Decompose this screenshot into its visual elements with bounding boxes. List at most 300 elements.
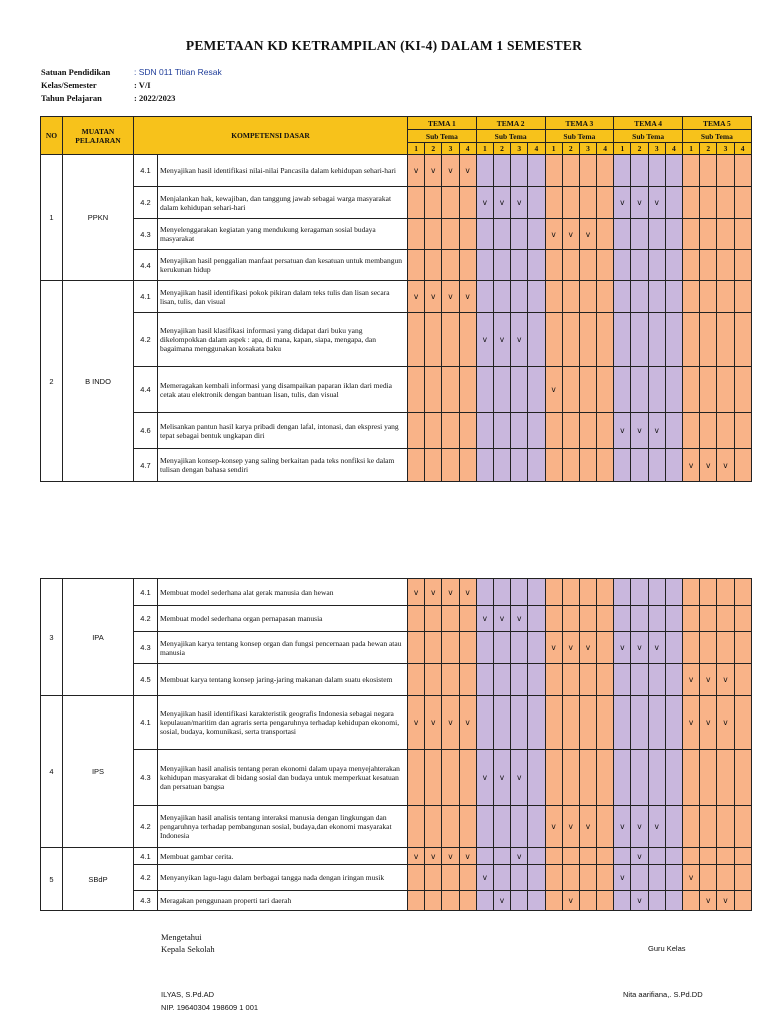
check-cell [579,187,596,219]
kd-number: 4.2 [134,865,158,891]
check-cell [493,696,510,750]
check-cell [700,606,717,632]
check-cell [408,155,425,187]
check-cell [442,865,459,891]
header-subtema-number: 2 [425,143,442,155]
check-cell [545,250,562,281]
check-cell [614,891,631,911]
check-cell [511,664,528,696]
check-cell [597,187,614,219]
check-cell [648,367,665,413]
check-cell [408,806,425,848]
header-subtema-number: 1 [545,143,562,155]
check-mark: v [688,718,694,727]
check-cell [493,806,510,848]
check-cell [734,891,751,911]
check-cell [665,413,682,449]
info-value: : 2022/2023 [134,93,176,103]
check-cell [408,219,425,250]
kd-mapping-table-1 [40,116,752,482]
check-mark: v [706,460,711,470]
check-cell [442,449,459,482]
check-cell [425,696,442,750]
kd-description: Membuat gambar cerita. [158,848,408,865]
check-cell [425,750,442,806]
check-cell [511,750,528,806]
check-cell [683,848,700,865]
check-cell [528,579,545,606]
header-muatan-pelajaran: MUATAN PELAJARAN [63,117,134,155]
check-cell [528,806,545,848]
kd-number: 4.7 [134,449,158,482]
kd-description: Menyajikan hasil identifikasi pokok pikiran dalam teks tulis dan lisan secara lisan, tulis, dan visual [158,281,408,313]
table-row [41,367,752,413]
check-cell [476,848,493,865]
check-cell [476,865,493,891]
check-mark: v [568,822,573,831]
check-mark: v [413,851,419,861]
check-cell [493,848,510,865]
header-subtema-number: 1 [476,143,493,155]
row-number: 3 [41,579,63,696]
kd-description: Melisankan pantun hasil karya pribadi dengan lafal, intonasi, dan ekspresi yang tepat sebagai bentuk ungkapan diri [158,413,408,449]
check-mark: v [637,822,642,831]
check-cell [442,155,459,187]
check-cell [665,750,682,806]
check-cell [614,848,631,865]
check-cell [734,155,751,187]
check-mark: v [585,643,591,652]
kd-description: Menyajikan hasil penggalian manfaat persatuan dan kesatuan untuk membangun kerukunan hidup [158,250,408,281]
check-cell [408,313,425,367]
header-subtema-number: 4 [528,143,545,155]
check-mark: v [413,718,419,727]
check-mark: v [723,675,728,684]
check-cell [717,806,734,848]
check-cell [665,664,682,696]
check-cell [476,155,493,187]
kd-mapping-table-2 [40,578,752,911]
header-subtema-number: 4 [734,143,751,155]
check-cell [614,250,631,281]
check-cell [683,806,700,848]
check-cell [700,806,717,848]
table-row [41,449,752,482]
check-cell [528,250,545,281]
check-cell [614,367,631,413]
check-cell [425,579,442,606]
check-cell [700,219,717,250]
check-cell [631,155,648,187]
check-cell [459,313,476,367]
check-cell [579,664,596,696]
kd-number: 4.1 [134,281,158,313]
check-mark: v [431,166,436,175]
check-cell [459,696,476,750]
kd-number: 4.3 [134,219,158,250]
check-cell [597,632,614,664]
check-cell [665,155,682,187]
check-mark: v [413,587,419,597]
table-row [41,313,752,367]
check-mark: v [499,614,505,623]
check-cell [734,187,751,219]
check-cell [597,891,614,911]
header-subtema-number: 3 [511,143,528,155]
check-cell [562,632,579,664]
kd-number: 4.2 [134,313,158,367]
table-row [41,250,752,281]
check-cell [665,806,682,848]
check-cell [476,696,493,750]
check-mark: v [482,614,488,623]
check-cell [493,750,510,806]
check-cell [562,281,579,313]
check-cell [425,848,442,865]
check-cell [700,664,717,696]
kd-description: Menjalankan hak, kewajiban, dan tanggung jawab sebagai warga masyarakat dalam kehidupan sehari-hari [158,187,408,219]
check-cell [700,367,717,413]
check-cell [717,848,734,865]
kd-number: 4.1 [134,696,158,750]
header-subtema-number: 2 [493,143,510,155]
check-cell [459,865,476,891]
check-cell [511,865,528,891]
check-cell [511,367,528,413]
check-cell [562,664,579,696]
check-cell [408,848,425,865]
check-cell [545,750,562,806]
check-cell [545,806,562,848]
check-cell [734,367,751,413]
check-mark: v [568,229,573,239]
check-cell [528,865,545,891]
check-cell [511,313,528,367]
header-subtema-number: 2 [700,143,717,155]
check-cell [631,848,648,865]
check-cell [545,219,562,250]
check-cell [614,750,631,806]
header-no: NO [41,117,63,155]
check-cell [459,750,476,806]
check-cell [597,664,614,696]
check-cell [562,696,579,750]
check-cell [614,632,631,664]
check-cell [408,250,425,281]
check-cell [700,579,717,606]
check-cell [614,219,631,250]
check-cell [648,696,665,750]
principal-name: ILYAS, S.Pd.AD [161,990,215,999]
check-cell [545,664,562,696]
check-cell [648,750,665,806]
info-value: : SDN 011 Titian Resak [134,67,222,77]
check-cell [665,313,682,367]
check-cell [683,250,700,281]
check-cell [442,606,459,632]
check-mark: v [551,385,556,394]
row-number: 1 [41,155,63,281]
check-cell [648,449,665,482]
check-cell [631,187,648,219]
check-cell [528,281,545,313]
header-tema-4: TEMA 4 [614,117,683,130]
check-cell [545,155,562,187]
check-cell [597,806,614,848]
check-mark: v [516,614,522,623]
check-cell [476,750,493,806]
check-cell [614,606,631,632]
check-mark: v [499,896,505,905]
check-cell [442,664,459,696]
check-cell [545,579,562,606]
check-cell [683,606,700,632]
check-cell [408,187,425,219]
check-cell [493,219,510,250]
check-cell [579,848,596,865]
check-cell [425,313,442,367]
check-cell [683,865,700,891]
check-cell [425,281,442,313]
check-cell [631,219,648,250]
table-row [41,750,752,806]
check-mark: v [448,718,453,727]
check-cell [408,367,425,413]
header-tema-5: TEMA 5 [683,117,752,130]
check-cell [734,281,751,313]
check-cell [631,449,648,482]
check-cell [597,413,614,449]
table-row [41,806,752,848]
check-cell [683,632,700,664]
check-cell [425,449,442,482]
check-mark: v [654,643,659,652]
check-cell [442,579,459,606]
check-cell [545,449,562,482]
check-mark: v [637,426,642,435]
kd-number: 4.3 [134,750,158,806]
check-cell [562,250,579,281]
check-cell [734,632,751,664]
header-subtema-number: 2 [631,143,648,155]
check-cell [476,632,493,664]
check-cell [476,219,493,250]
check-cell [683,664,700,696]
check-mark: v [688,873,694,882]
check-cell [459,664,476,696]
header-subtema: Sub Tema [614,130,683,143]
info-label: Satuan Pendidikan [41,67,111,77]
check-cell [700,696,717,750]
check-cell [442,187,459,219]
check-cell [476,281,493,313]
check-cell [579,367,596,413]
check-cell [493,250,510,281]
check-cell [717,313,734,367]
check-cell [614,696,631,750]
check-cell [614,865,631,891]
check-mark: v [620,822,625,831]
check-cell [493,632,510,664]
kd-number: 4.4 [134,250,158,281]
check-cell [734,606,751,632]
check-cell [408,579,425,606]
info-label: Kelas/Semester [41,80,97,90]
info-label: Tahun Pelajaran [41,93,102,103]
check-cell [631,806,648,848]
check-cell [631,579,648,606]
header-subtema-number: 2 [562,143,579,155]
table-row [41,579,752,606]
check-cell [408,865,425,891]
signature-known-label: Mengetahui [161,932,202,942]
check-cell [425,806,442,848]
check-cell [597,696,614,750]
check-cell [545,865,562,891]
check-cell [631,632,648,664]
check-cell [408,281,425,313]
table-row [41,155,752,187]
check-cell [631,367,648,413]
check-cell [459,806,476,848]
check-cell [408,606,425,632]
check-cell [545,848,562,865]
principal-nip: NIP. 19640304 198609 1 001 [161,1003,259,1012]
check-cell [459,449,476,482]
check-cell [614,187,631,219]
check-cell [579,155,596,187]
check-mark: v [568,643,573,652]
table-row [41,696,752,750]
header-subtema-number: 1 [614,143,631,155]
check-cell [665,219,682,250]
check-cell [442,891,459,911]
kd-number: 4.4 [134,367,158,413]
check-cell [665,579,682,606]
check-cell [665,891,682,911]
check-cell [665,449,682,482]
check-cell [528,696,545,750]
check-cell [545,632,562,664]
check-cell [614,806,631,848]
subject-name: PPKN [63,155,134,281]
check-cell [717,281,734,313]
check-cell [597,313,614,367]
check-mark: v [620,426,625,435]
check-cell [562,806,579,848]
check-cell [717,664,734,696]
check-cell [562,750,579,806]
header-kompetensi-dasar: KOMPETENSI DASAR [134,117,408,155]
check-mark: v [482,873,488,882]
check-mark: v [482,773,488,782]
kd-number: 4.1 [134,579,158,606]
check-cell [717,155,734,187]
check-cell [442,250,459,281]
check-mark: v [448,587,453,597]
check-cell [579,696,596,750]
check-cell [579,750,596,806]
check-cell [579,313,596,367]
check-cell [648,848,665,865]
check-cell [648,579,665,606]
check-cell [425,664,442,696]
check-cell [700,750,717,806]
check-cell [425,413,442,449]
check-cell [476,891,493,911]
check-cell [683,413,700,449]
check-cell [425,367,442,413]
check-cell [511,579,528,606]
subject-name: SBdP [63,848,134,911]
check-cell [476,579,493,606]
check-cell [597,848,614,865]
check-cell [631,281,648,313]
table-row [41,219,752,250]
header-subtema-number: 1 [408,143,425,155]
check-cell [459,848,476,865]
check-mark: v [448,292,453,301]
check-cell [425,155,442,187]
check-cell [425,606,442,632]
check-cell [545,313,562,367]
check-cell [700,891,717,911]
check-cell [665,367,682,413]
check-cell [476,606,493,632]
header-subtema-number: 4 [459,143,476,155]
check-cell [493,313,510,367]
check-cell [562,155,579,187]
check-cell [562,313,579,367]
header-tema-3: TEMA 3 [545,117,614,130]
check-cell [665,187,682,219]
check-cell [511,155,528,187]
header-subtema: Sub Tema [683,130,752,143]
check-cell [442,848,459,865]
check-mark: v [516,198,522,207]
check-cell [734,848,751,865]
teacher-name: Nita aarifiana,. S.Pd.DD [623,990,703,999]
check-cell [511,219,528,250]
kd-description: Menyanyikan lagu-lagu dalam berbagai tangga nada dengan iringan musik [158,865,408,891]
kd-description: Menyelenggarakan kegiatan yang mendukung keragaman sosial budaya masyarakat [158,219,408,250]
check-cell [545,367,562,413]
check-cell [648,413,665,449]
check-cell [648,891,665,911]
kd-number: 4.1 [134,848,158,865]
signature-principal-label: Kepala Sekolah [161,944,215,954]
kd-description: Menyajikan karya tentang konsep organ dan fungsi pencernaan pada hewan atau manusia [158,632,408,664]
check-mark: v [620,198,625,207]
check-cell [631,313,648,367]
check-cell [476,187,493,219]
check-mark: v [431,718,436,727]
check-cell [579,281,596,313]
check-mark: v [723,896,728,905]
check-cell [493,281,510,313]
check-cell [493,606,510,632]
check-cell [734,750,751,806]
check-cell [597,606,614,632]
check-cell [700,250,717,281]
check-cell [734,579,751,606]
check-mark: v [499,773,505,782]
kd-description: Menyajikan konsep-konsep yang saling berkaitan pada teks nonfiksi ke dalam tulisan dengan bahasa sendiri [158,449,408,482]
check-cell [683,281,700,313]
check-cell [528,449,545,482]
check-cell [717,891,734,911]
check-cell [562,187,579,219]
